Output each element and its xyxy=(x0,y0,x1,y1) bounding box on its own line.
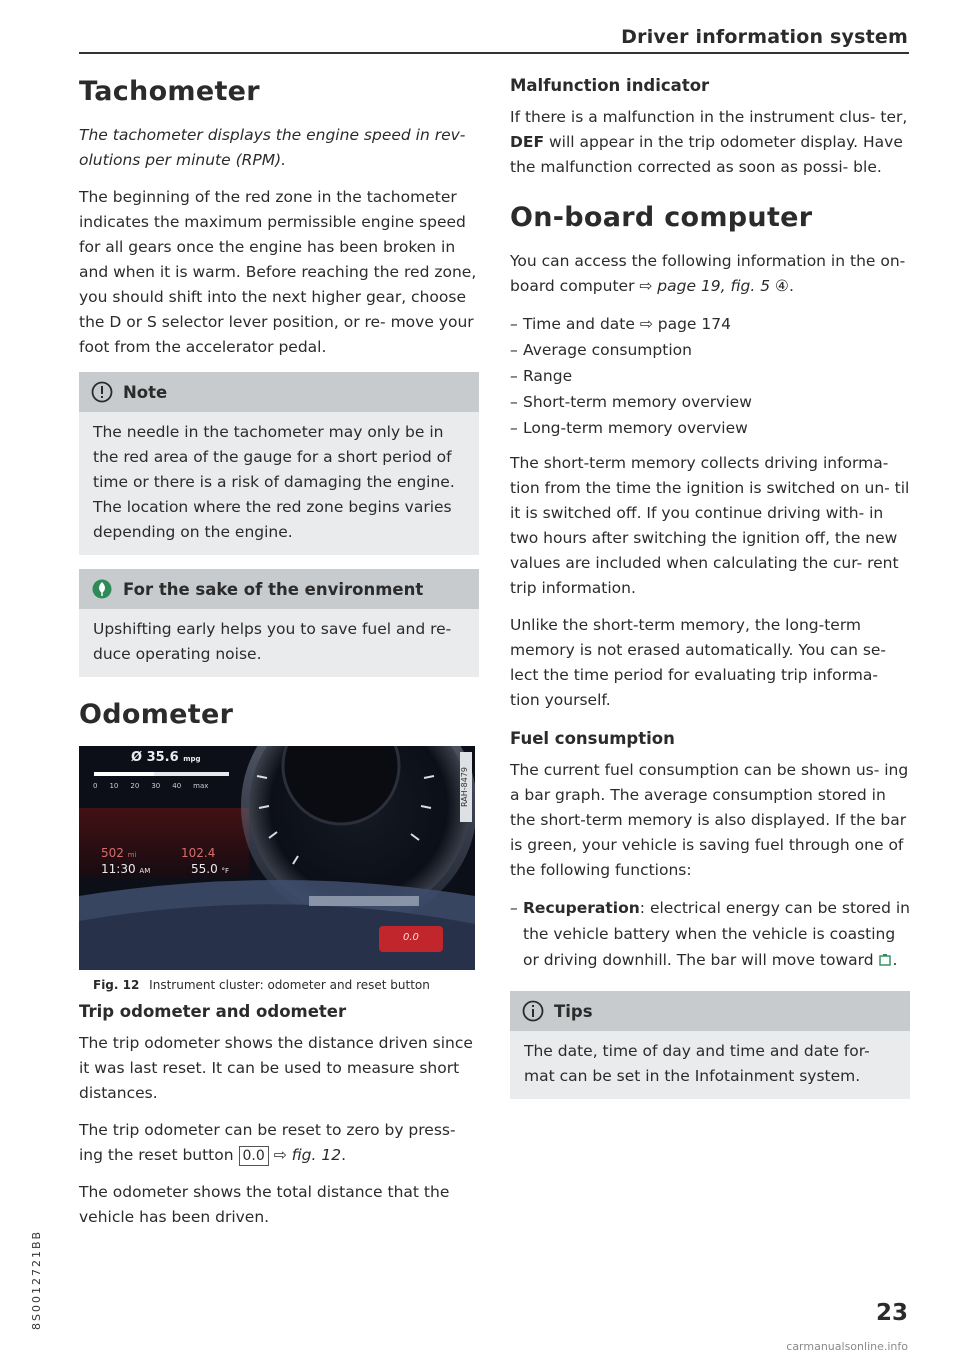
tachometer-intro: The tachometer displays the engine speed in rev- olutions per minute (RPM). xyxy=(79,126,466,169)
info-circle-icon xyxy=(522,1000,544,1022)
onboard-computer-intro: You can access the following information in the on-board computer ⇨ page 19, fig. 5 ④. xyxy=(510,252,906,295)
def-indicator: DEF xyxy=(510,133,545,151)
right-column xyxy=(510,70,910,1113)
running-header: Driver information system xyxy=(621,26,908,48)
note-box-text: The needle in the tachometer may only be in the red area of the gauge for a short period of time or there is a risk of damaging the engine. The location where the red zone begins varies depending on the engine. xyxy=(93,423,455,541)
figure-caption-text: Instrument cluster: odometer and reset button xyxy=(149,978,430,992)
header-rule xyxy=(79,52,909,54)
figure-trip-readout: 502 mi xyxy=(101,846,137,860)
page-reference: ⇨ page 19, fig. 5 xyxy=(639,277,771,295)
environment-box-header xyxy=(79,569,479,609)
trip-odometer-reset-text: The trip odometer can be reset to zero by press- ing the reset button 0.0 ⇨ fig. 12. xyxy=(79,1121,456,1164)
document-code: 8S0012721BB xyxy=(30,1229,43,1330)
page-number: 23 xyxy=(875,1300,908,1326)
tips-box-label: Tips xyxy=(554,1001,593,1021)
fuel-consumption-heading: Fuel consumption xyxy=(510,729,675,748)
environment-leaf-icon xyxy=(91,578,113,600)
onboard-computer-heading: On-board computer xyxy=(510,202,813,233)
list-item: – Short-term memory overview xyxy=(510,389,910,415)
list-item: – Range xyxy=(510,363,910,389)
trip-odometer-text: The trip odometer shows the distance driven since it was last reset. It can be used to measure short distances. xyxy=(79,1034,473,1102)
figure-caption-label: Fig. 12 xyxy=(93,978,140,992)
environment-box xyxy=(79,569,479,677)
figure-consumption-readout: Ø 35.6 mpg xyxy=(131,750,201,765)
fuel-consumption-text: The current fuel consumption can be shown us- ing a bar graph. The average consumption stored in the short-term memory is also displayed. If the bar is green, your vehicle is saving fuel through one of the following functions: xyxy=(510,761,909,879)
note-box-label: Note xyxy=(123,382,168,402)
tachometer-heading: Tachometer xyxy=(79,76,260,107)
fuel-functions-list xyxy=(510,895,910,973)
figure-caption xyxy=(93,978,479,992)
instrument-cluster-figure xyxy=(79,746,475,970)
scale-tick: 40 xyxy=(172,782,182,790)
odometer-text: The odometer shows the total distance that the vehicle has been driven. xyxy=(79,1183,450,1226)
list-item: – Recuperation: electrical energy can be stored in the vehicle battery when the vehicle is coasting or driving downhill. The bar will move toward . xyxy=(510,895,910,973)
figure-time-readout: 11:30 AM xyxy=(101,862,151,876)
scale-tick: 30 xyxy=(151,782,161,790)
scale-tick: max xyxy=(193,782,209,790)
left-column xyxy=(79,70,479,1242)
long-term-memory-text: Unlike the short-term memory, the long-term memory is not erased automatically. You can se- lect the time period for evaluating trip informa- tion yourself. xyxy=(510,616,887,709)
figure-temperature-readout: 55.0 °F xyxy=(191,862,230,876)
figure-distance-readout: 102.4 xyxy=(181,846,216,860)
malfunction-text: If there is a malfunction in the instrument clus- ter, DEF will appear in the trip odometer display. Have the malfunction corrected as soon as possi- ble. xyxy=(510,108,908,176)
watermark: carmanualsonline.info xyxy=(786,1340,908,1353)
green-bar-icon xyxy=(879,953,893,967)
exclamation-circle-icon xyxy=(91,381,113,403)
figure-reference: ⇨ fig. 12 xyxy=(273,1146,342,1164)
reset-button-keycap: 0.0 xyxy=(239,1146,269,1166)
tips-box-header xyxy=(510,991,910,1031)
callout-number: ④ xyxy=(775,277,789,295)
scale-tick: 20 xyxy=(130,782,140,790)
tachometer-body: The beginning of the red zone in the tachometer indicates the maximum permissible engine speed for all gears once the engine has been broken in and when it is warm. Before reaching the red zone, you should shift into the next higher gear, choose the D or S selector lever position, or re- move your foot from the accelerator pedal. xyxy=(79,188,477,356)
short-term-memory-text: The short-term memory collects driving informa- tion from the time the ignition is switched on un- til it is switched off. If you continue driving with- in two hours after switching the ignition off, the new values are included when calculating the cur- rent trip information. xyxy=(510,454,910,597)
scale-tick: 0 xyxy=(93,782,98,790)
environment-box-text: Upshifting early helps you to save fuel and re- duce operating noise. xyxy=(93,620,452,663)
list-item: – Time and date ⇨ page 174 xyxy=(510,311,910,337)
onboard-computer-list xyxy=(510,311,910,441)
figure-reset-button: 0.0 xyxy=(403,932,419,943)
figure-code: RAH-8479 xyxy=(460,752,472,822)
note-box-header xyxy=(79,372,479,412)
trip-odometer-heading: Trip odometer and odometer xyxy=(79,1002,347,1021)
note-box xyxy=(79,372,479,555)
scale-tick: 10 xyxy=(109,782,119,790)
figure-consumption-scale xyxy=(93,782,208,790)
odometer-heading: Odometer xyxy=(79,699,234,730)
malfunction-heading: Malfunction indicator xyxy=(510,76,710,95)
list-item: – Long-term memory overview xyxy=(510,415,910,441)
list-item: – Average consumption xyxy=(510,337,910,363)
tips-box-text: The date, time of day and time and date for- mat can be set in the Infotainment system. xyxy=(524,1042,870,1085)
tips-box xyxy=(510,991,910,1099)
environment-box-label: For the sake of the environment xyxy=(123,579,424,599)
